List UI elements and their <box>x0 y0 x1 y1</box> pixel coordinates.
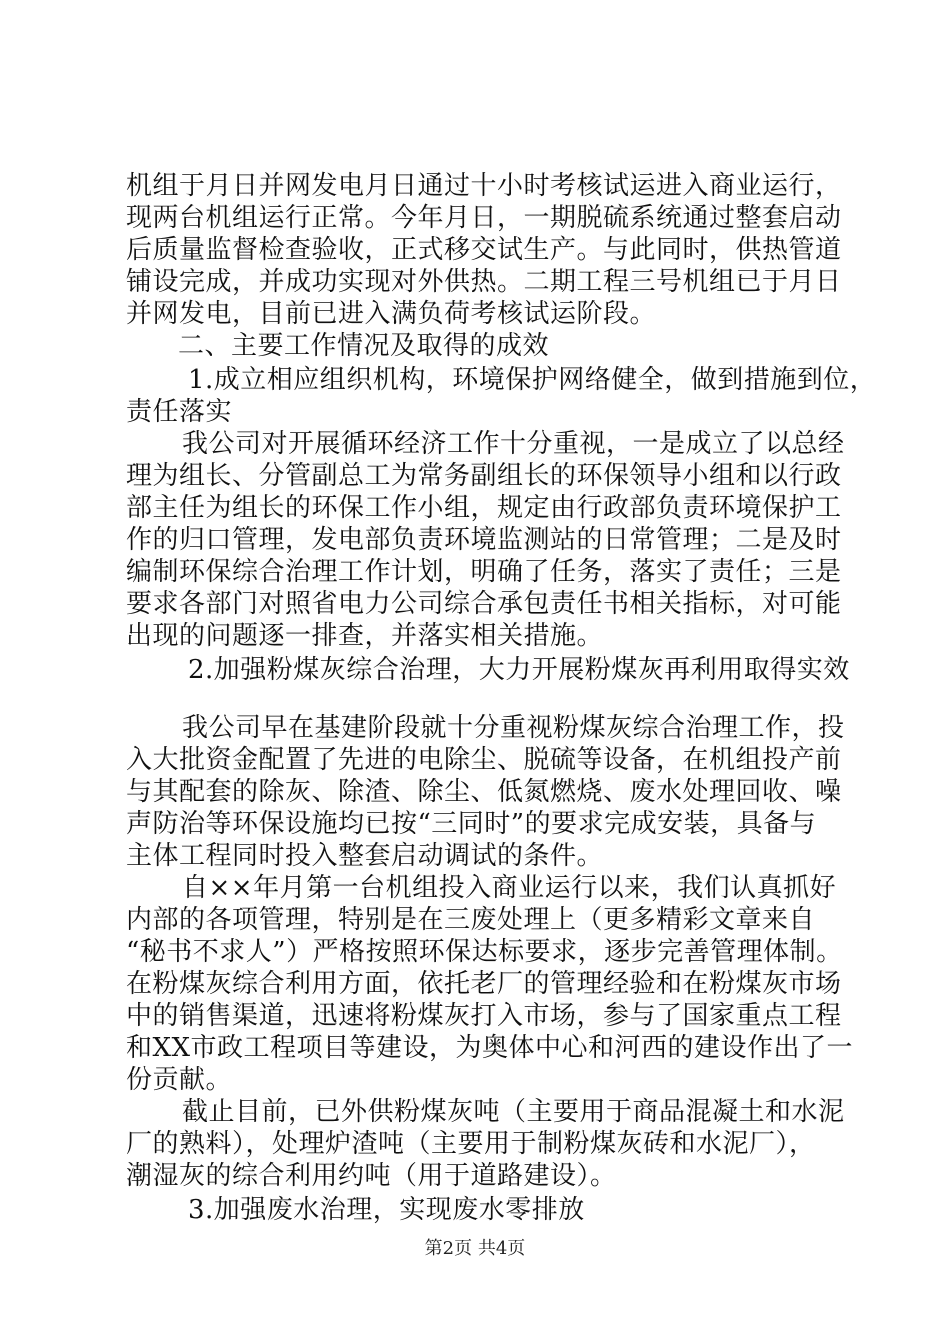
subsection-heading: 1.成立相应组织机构，环境保护网络健全，做到措施到位， <box>188 365 877 395</box>
body-text-line: 自××年月第一台机组投入商业运行以来，我们认真抓好 <box>182 873 837 903</box>
section-heading: 二、主要工作情况及取得的成效 <box>178 331 550 361</box>
body-text-line: 机组于月日并网发电月日通过十小时考核试运进入商业运行， <box>126 171 842 201</box>
subsection-heading: 3.加强废水治理，实现废水零排放 <box>188 1195 585 1225</box>
body-text-line: 编制环保综合治理工作计划，明确了任务，落实了责任；三是 <box>126 557 842 587</box>
body-text-line: 潮湿灰的综合利用约吨（用于道路建设）。 <box>126 1161 617 1191</box>
body-text-line: 主体工程同时投入整套启动调试的条件。 <box>126 841 604 871</box>
body-text-line: 我公司对开展循环经济工作十分重视，一是成立了以总经 <box>182 429 845 459</box>
body-text-line: 部主任为组长的环保工作小组，规定由行政部负责环境保护工 <box>126 493 842 523</box>
body-text-line: 内部的各项管理，特别是在三废处理上（更多精彩文章来自 <box>126 905 816 935</box>
body-text-line: 中的销售渠道，迅速将粉煤灰打入市场，参与了国家重点工程 <box>126 1001 842 1031</box>
body-text-line: 在粉煤灰综合利用方面，依托老厂的管理经验和在粉煤灰市场 <box>126 969 842 999</box>
body-text-line: 理为组长、分管副总工为常务副组长的环保领导小组和以行政 <box>126 461 842 491</box>
body-text-line: 出现的问题逐一排查，并落实相关措施。 <box>126 621 604 651</box>
body-text-line: 入大批资金配置了先进的电除尘、脱硫等设备，在机组投产前 <box>126 745 842 775</box>
page-number-footer: 第2页 共4页 <box>424 1238 526 1259</box>
subsection-heading: 责任落实 <box>126 397 233 427</box>
body-text-line: 截止目前，已外供粉煤灰吨（主要用于商品混凝土和水泥 <box>182 1097 845 1127</box>
body-text-line: 作的归口管理，发电部负责环境监测站的日常管理；二是及时 <box>126 525 842 555</box>
body-text-line: 份贡献。 <box>126 1065 233 1095</box>
body-text-line: 并网发电，目前已进入满负荷考核试运阶段。 <box>126 299 657 329</box>
body-text-line: “秘书不求人”）严格按照环保达标要求，逐步完善管理体制。 <box>126 937 843 967</box>
body-text-line: 要求各部门对照省电力公司综合承包责任书相关指标，对可能 <box>126 589 842 619</box>
body-text-line: 我公司早在基建阶段就十分重视粉煤灰综合治理工作，投 <box>182 713 845 743</box>
body-text-line: 声防治等环保设施均已按“三同时”的要求完成安装，具备与 <box>126 809 817 839</box>
body-text-line: 铺设完成，并成功实现对外供热。二期工程三号机组已于月日 <box>126 267 842 297</box>
body-text-line: 与其配套的除灰、除渣、除尘、低氮燃烧、废水处理回收、噪 <box>126 777 842 807</box>
subsection-heading: 2.加强粉煤灰综合治理，大力开展粉煤灰再利用取得实效 <box>188 655 850 685</box>
body-text-line: 现两台机组运行正常。今年月日，一期脱硫系统通过整套启动 <box>126 203 842 233</box>
body-text-line: 厂的熟料），处理炉渣吨（主要用于制粉煤灰砖和水泥厂）， <box>126 1129 816 1159</box>
body-text-line: 和XX市政工程项目等建设，为奥体中心和河西的建设作出了一 <box>126 1033 854 1063</box>
body-text-line: 后质量监督检查验收，正式移交试生产。与此同时，供热管道 <box>126 235 842 265</box>
